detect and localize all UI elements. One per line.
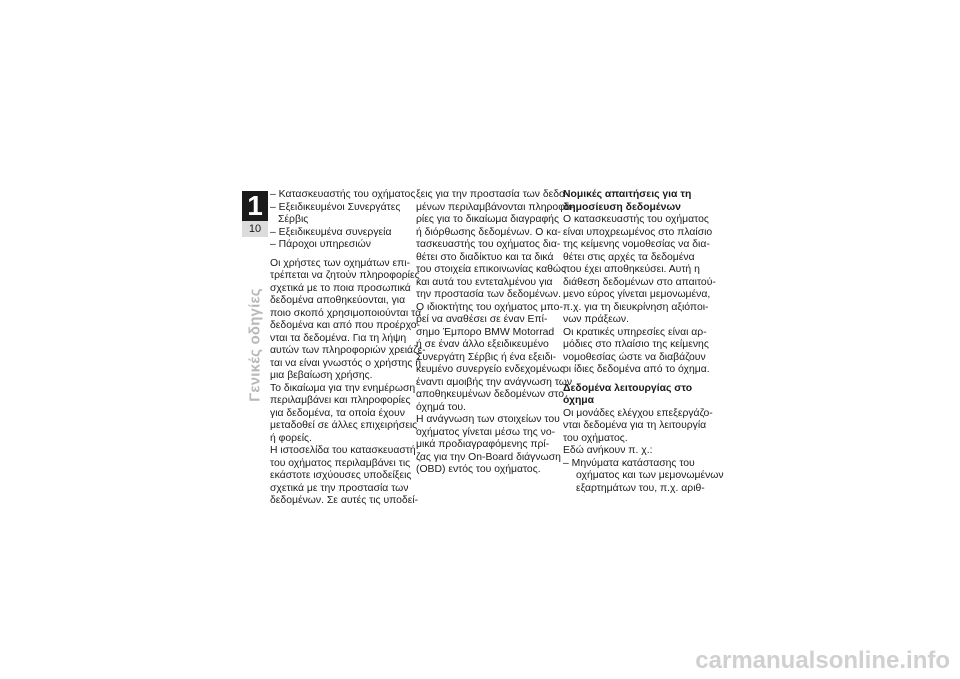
text-line: ή σε έναν άλλο εξειδικευμένο [416, 339, 549, 350]
section-heading: όχημα [563, 395, 595, 406]
text-line: του στοιχεία επικοινωνίας καθώς [416, 264, 567, 275]
text-line: μόδιες στο πλαίσιο της κείμενης [563, 339, 709, 350]
text-column-1 [270, 189, 426, 508]
text-line: οχήματος και των μεμονωμένων [576, 470, 724, 481]
text-line: εξαρτημάτων του, π.χ. αριθ- [576, 482, 705, 494]
text-column-3 [563, 189, 724, 495]
section-heading: Δεδομένα λειτουργίας στο [563, 382, 693, 394]
text-line: μικά προδιαγραφόμενης πρί- [416, 439, 550, 450]
text-column-2 [416, 189, 575, 477]
text-line: Συνεργάτη Σέρβις ή ένα εξειδι- [416, 351, 557, 363]
text-line: δεδομένων. Σε αυτές τις υποδεί- [270, 495, 419, 506]
text-line: μεταδοθεί σε άλλες επιχειρήσεις [270, 420, 418, 431]
text-line: ποιο σκοπό χρησιμοποιούνται τα [270, 307, 422, 319]
text-line: – Εξειδικευμένοι Συνεργάτες [270, 201, 401, 213]
text-line: – Εξειδικευμένα συνεργεία [270, 226, 392, 238]
chapter-number: 1 [247, 190, 263, 221]
text-line: για δεδομένα, τα οποία έχουν [270, 407, 405, 419]
section-heading: Νομικές απαιτήσεις για τη [563, 189, 692, 200]
text-line: διάθεση δεδομένων στο απαιτού- [563, 276, 716, 288]
text-line: – Πάροχοι υπηρεσιών [270, 239, 371, 250]
text-line: ή διόρθωσης δεδομένων. Ο κα- [416, 226, 561, 238]
text-line: Ο ιδιοκτήτης του οχήματος μπο- [416, 301, 563, 313]
text-line: – Κατασκευαστής του οχήματος [270, 189, 416, 200]
text-line: σχετικά με το ποια προσωπικά [270, 282, 411, 294]
text-line: σχετικά με την προστασία των [270, 482, 409, 494]
text-line: εκάστοτε ισχύουσες υποδείξεις [270, 470, 412, 481]
text-line: (OBD) εντός του οχήματος. [416, 464, 541, 475]
text-line: δεδομένα αποθηκεύονται, για [270, 295, 406, 306]
text-line: θέτει στις αρχές τα δεδομένα [563, 251, 695, 263]
text-line: οχήματος γίνεται μέσω της νο- [416, 426, 556, 438]
text-line: Εδώ ανήκουν π. χ.: [563, 445, 653, 456]
text-line: της κείμενης νομοθεσίας να δια- [563, 239, 710, 250]
text-line: έναντι αμοιβής την ανάγνωση των [416, 376, 573, 388]
section-heading: δημοσίευση δεδομένων [563, 201, 681, 213]
text-line: – Μηνύματα κατάστασης του [563, 457, 695, 469]
text-line: ρεί να αναθέσει σε έναν Επί- [416, 314, 548, 325]
text-line: Οι κρατικές υπηρεσίες είναι αρ- [563, 326, 707, 338]
text-line: Οι μονάδες ελέγχου επεξεργάζο- [563, 407, 713, 419]
text-line: του οχήματος περιλαμβάνει τις [270, 457, 411, 469]
text-line: είναι υποχρεωμένος στο πλαίσιο [563, 226, 713, 238]
text-line: τασκευαστής του οχήματος δια- [416, 239, 561, 250]
text-line: Οι χρήστες των οχημάτων επι- [270, 257, 411, 269]
text-line: αυτών των πληροφοριών χρειάζε- [270, 345, 426, 356]
text-line: που έχει αποθηκεύσει. Αυτή η [563, 264, 700, 275]
text-line: δεδομένα και από που προέρχο- [270, 320, 420, 331]
text-line: μένων περιλαμβάνονται πληροφο- [416, 201, 575, 213]
text-line: περιλαμβάνει και πληροφορίες [270, 395, 411, 406]
text-line: π.χ. για τη διευκρίνηση αξιόποι- [563, 301, 709, 313]
page-number: 10 [242, 221, 268, 237]
text-line: ξεις για την προστασία των δεδο- [416, 189, 569, 200]
chapter-title: Γενικές οδηγίες [246, 288, 264, 402]
text-line: Ο κατασκευαστής του οχήματος [563, 214, 709, 225]
text-line: νων πράξεων. [563, 314, 629, 325]
watermark: carmanualsonline.info [695, 647, 950, 674]
text-line: Το δικαίωμα για την ενημέρωση [270, 382, 416, 394]
text-line: κευμένο συνεργείο ενδεχομένως [416, 364, 565, 375]
text-line: ται να είναι γνωστός ο χρήστης ή [270, 357, 422, 369]
text-line: σημο Έμπορο BMW Motorrad [416, 326, 555, 338]
text-line: τρέπεται να ζητούν πληροφορίες [270, 270, 420, 281]
text-line: ή φορείς. [270, 432, 312, 444]
text-line: μια βεβαίωση χρήσης. [270, 370, 373, 381]
text-line: νομοθεσίας ώστε να διαβάζουν [563, 351, 706, 363]
chapter-tab [242, 191, 268, 237]
text-line: νται δεδομένα για τη λειτουργία [563, 420, 707, 431]
text-line: Η ιστοσελίδα του κατασκευαστή [270, 445, 416, 456]
text-line: και αυτά του εντεταλμένου για [416, 276, 553, 288]
text-line: οι ίδιες δεδομένα από το όχημα. [563, 364, 710, 375]
text-line: ρίες για το δικαίωμα διαγραφής [416, 214, 559, 225]
text-line: μενο εύρος γίνεται μεμονωμένα, [563, 289, 711, 300]
text-line: αποθηκευμένων δεδομένων στο [416, 389, 565, 400]
text-line: νται τα δεδομένα. Για τη λήψη [270, 332, 407, 344]
text-line: όχημά του. [416, 401, 466, 413]
text-line: Η ανάγνωση των στοιχείων του [416, 414, 560, 425]
text-line: ζας για την On-Board διάγνωση [416, 451, 561, 463]
text-line: την προστασία των δεδομένων. [416, 289, 561, 300]
text-line: Σέρβις [278, 214, 309, 225]
text-line: θέτει στο διαδίκτυο και τα δικά [416, 251, 554, 263]
text-line: του οχήματος. [563, 432, 628, 444]
